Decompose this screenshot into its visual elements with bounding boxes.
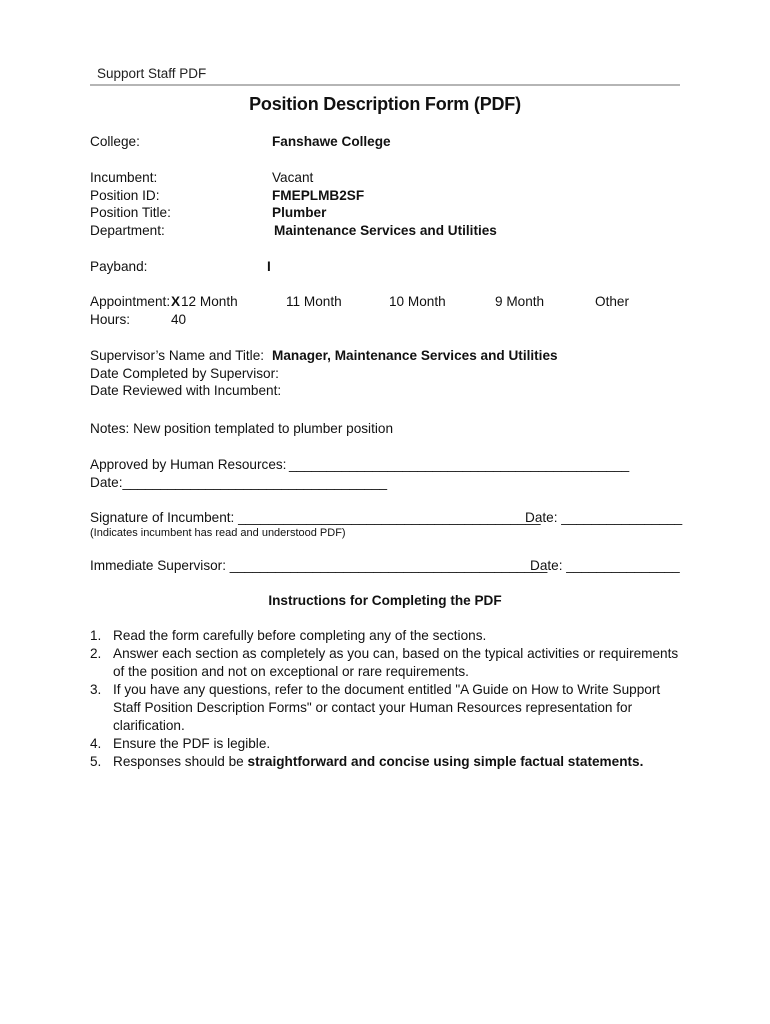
list-item [90,735,680,753]
list-item-text: If you have any questions, refer to the document entitled "A Guide on How to Write Support Staff Position Description Forms" or contact your Human Resources representation for clarification. [113,682,661,733]
date-reviewed-label: Date Reviewed with Incumbent: [90,383,282,398]
list-item [90,753,680,771]
list-item-number: 1. [90,628,102,643]
list-item-number: 2. [90,646,102,661]
position-title-label: Position Title: [90,205,171,220]
position-id-label: Position ID: [90,188,160,203]
list-item-number: 4. [90,736,102,751]
department-value: Maintenance Services and Utilities [274,223,497,238]
approved-label: Approved by Human Resources: [90,457,287,472]
position-title-value: Plumber [272,205,327,220]
college-label: College: [90,134,140,149]
incumbent-value: Vacant [272,170,314,185]
appointment-label: Appointment: [90,294,171,309]
appointment-option-10-month: 10 Month [389,294,446,309]
supervisor-label: Supervisor’s Name and Title: [90,348,265,363]
date-completed-label: Date Completed by Supervisor: [90,366,279,381]
immediate-supervisor-line: Immediate Supervisor: __________________________________________ [90,558,548,573]
immediate-supervisor-date-line: Date: _______________ [530,558,680,573]
department-label: Department: [90,223,165,238]
appointment-selected-mark: X [171,294,181,309]
instructions-list [90,627,680,771]
signature-incumbent-line: Signature of Incumbent: ________________________________________ [90,510,541,525]
approved-signature-line: _____________________________________________ [289,457,630,472]
appointment-option-12-month: 12 Month [181,294,238,309]
notes-text: Notes: New position templated to plumber position [90,421,393,436]
college-value: Fanshawe College [272,134,391,149]
supervisor-value: Manager, Maintenance Services and Utilities [272,348,558,363]
incumbent-label: Incumbent: [90,170,158,185]
header-rule [90,84,680,86]
list-item-text: Read the form carefully before completing any of the sections. [113,628,487,643]
instructions-title: Instructions for Completing the PDF [268,593,502,608]
appointment-option-11-month: 11 Month [286,294,342,309]
list-item [90,627,680,645]
approved-date-line: Date:___________________________________ [90,475,388,490]
list-item-text: Ensure the PDF is legible. [113,736,271,751]
list-item-bold-text: straightforward and concise using simple factual statements. [247,754,644,769]
list-item [90,645,680,681]
payband-value: I [267,259,271,274]
hours-label: Hours: [90,312,131,327]
list-item-number: 3. [90,682,102,697]
signature-date-line: Date: ________________ [525,510,683,525]
header-label: Support Staff PDF [97,66,207,81]
payband-label: Payband: [90,259,148,274]
list-item [90,681,680,735]
signature-note: (Indicates incumbent has read and understood PDF) [90,527,346,539]
hours-value: 40 [171,312,187,327]
list-item-number: 5. [90,754,102,769]
appointment-option-other: Other [595,294,629,309]
list-item-text: Responses should be [113,754,248,769]
appointment-option-9-month: 9 Month [495,294,545,309]
list-item-text: Answer each section as completely as you can, based on the typical activities or requirements of the position and not on exceptional or rare requirements. [113,646,679,679]
position-id-value: FMEPLMB2SF [272,188,365,203]
page-title: Position Description Form (PDF) [249,94,521,114]
